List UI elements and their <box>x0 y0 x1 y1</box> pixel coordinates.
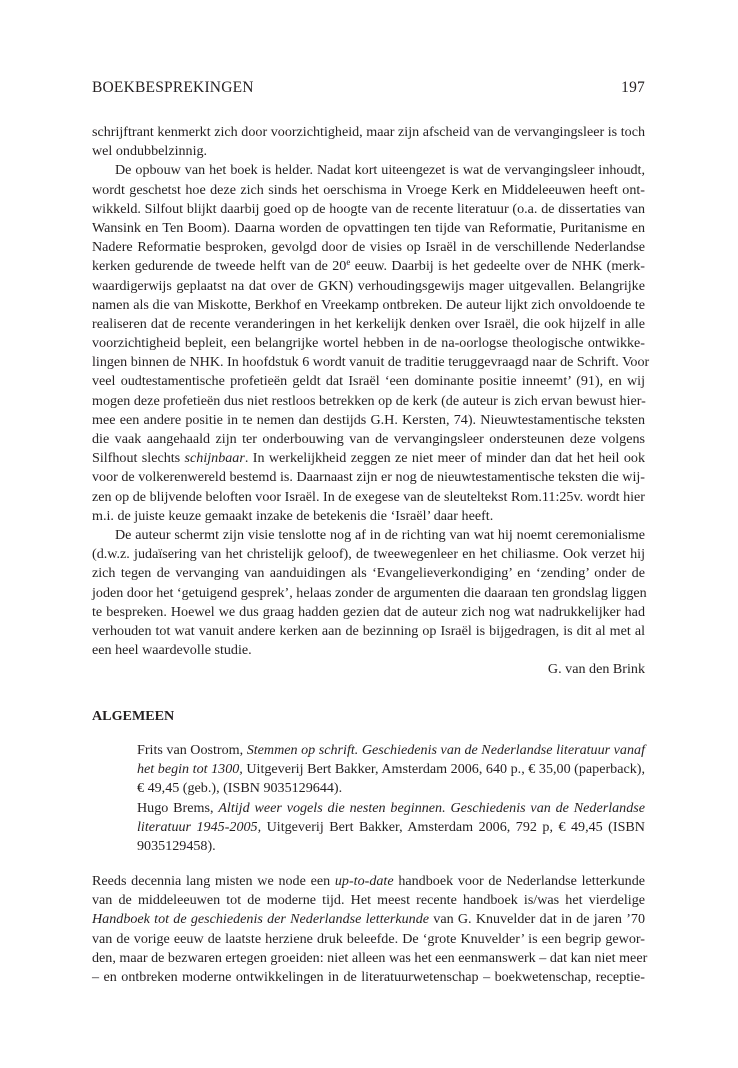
book-title: Stemmen op schrift. Geschiedenis van de Nederlandse literatuur vanaf <box>246 742 645 758</box>
text-line: joden door het ‘getuigend gesprek’, helaas zonder de argumenten die daaraan ten grondslag liggen <box>92 584 647 601</box>
text-line: De opbouw van het boek is helder. Nadat kort uiteengezet is wat de vervangingsleer inhoudt, <box>115 162 645 179</box>
text-line: mogen deze profetieën dus niet restloos betrekken op de kerk (de auteur is zich ervan bewust hier- <box>92 392 646 409</box>
italic-term: schijnbaar <box>184 450 245 467</box>
text-line: m.i. de juiste keuze gemaakt inzake de betekenis die ‘Israël’ daar heeft. <box>92 507 494 524</box>
text-line: den, maar de bezwaren ertegen groeiden: niet alleen was het een eenmanswerk – dat kan niet meer <box>92 949 648 966</box>
page-number: 197 <box>621 79 645 96</box>
text-line: De auteur schermt zijn visie tenslotte nog af in de richting van wat hij noemt ceremonialisme <box>115 526 645 543</box>
text-line: mee een andere positie in te nemen dan destijds G.H. Kersten, 74). Nieuwtestamentische teksten <box>92 411 645 428</box>
text-line: veel oudtestamentische profetieën geldt dat Israël ‘een dominante positie inneemt’ (91), en wij <box>92 373 645 390</box>
text-line: Nadere Reformatie besproken, gevolgd door de visies op Israël in de verschillende Nederlandse <box>92 239 645 256</box>
text-line: van de vorige eeuw de laatste herziene druk beleefde. De ‘grote Knuvelder’ is een begrip gewor- <box>92 930 645 947</box>
author: Hugo Brems, <box>137 799 219 816</box>
text-line: zen op de blijvende beloften voor Israël. In de exegese van de sleuteltekst Rom.11:25v. wordt hier <box>92 488 645 505</box>
book-references <box>137 741 645 856</box>
text-run: . In werkelijkheid zeggen ze niet meer of minder dan dat het heil ook <box>244 450 645 467</box>
text-line <box>92 257 645 276</box>
second-review-text <box>92 872 648 987</box>
section-heading: ALGEMEEN <box>92 708 175 724</box>
text-line <box>92 872 645 891</box>
text-run: Silfhout slechts <box>92 450 185 467</box>
text-run: Reeds decennia lang misten we node een <box>92 873 335 889</box>
text-line: namen als die van Miskotte, Berkhof en Vreekamp ontbreken. De auteur lijkt zich onvoldoende te <box>92 296 645 313</box>
text-run: handboek voor de Nederlandse letterkunde <box>393 873 646 889</box>
text-line: realiseren dat de recente veranderingen in het kerkelijk denken over Israël, die ook hijzelf in alle <box>92 315 645 332</box>
book-title: het begin tot 1300, <box>137 761 243 778</box>
text-line: voorzichtigheid bepleit, een belangrijke wortel hebben in de na-oorlogse theologische ontwikke- <box>92 335 645 352</box>
text-line: verhouden tot wat vanuit andere kerken aan de bezinning op Israël is bijgedragen, is dit al met al <box>92 622 645 639</box>
text-line: zich tegen de vervanging van aanduidingen als ‘Evangelieverkondiging’ en ‘zending’ onder de <box>92 565 645 582</box>
reference-line <box>137 741 645 760</box>
text-line: – en ontbreken moderne ontwikkelingen in de literatuurwetenschap – boekwetenschap, receptie- <box>92 968 645 985</box>
text-line: lingen binnen de NHK. In hoofdstuk 6 wordt vanuit de traditie teruggevraagd naar de Schrift. Voor <box>92 354 650 371</box>
book-title: literatuur 1945-2005, <box>137 818 262 835</box>
italic-term: up-to-date <box>334 873 394 889</box>
publication-info: Uitgeverij Bert Bakker, Amsterdam 2006, 792 p, € 49,45 (ISBN <box>261 818 645 835</box>
text-line: voor de volkerenwereld bestemd is. Daarnaast zijn er nog de nieuwtestamentische teksten die wij- <box>92 469 645 486</box>
reference-line <box>137 799 645 818</box>
text-line <box>92 910 645 929</box>
section-title: BOEKBESPREKINGEN <box>92 79 254 96</box>
book-title: Altijd weer vogels die nesten beginnen. Geschiedenis van de Nederlandse <box>218 799 645 816</box>
text-run: van G. Knuvelder dat in de jaren ’70 <box>429 911 645 928</box>
text-line: een heel waardevolle studie. <box>92 642 252 659</box>
text-line: waardigerwijs geplaatst na dat over de GKN) verhoudingsgewijs mager uitgevallen. Belangrijke <box>92 277 645 294</box>
reviewer-signature: G. van den Brink <box>547 661 645 678</box>
text-line: wikkeld. Silfout blijkt daarbij goed op de hoogte van de recente literatuur (o.a. de dissertaties van <box>92 200 645 217</box>
text-line <box>92 449 645 468</box>
reference-line: 9035129458). <box>137 837 216 854</box>
review-text <box>92 123 650 679</box>
text-line: wel ondubbelzinnig. <box>92 143 208 160</box>
italic-title: Handboek tot de geschiedenis der Nederlandse letterkunde <box>92 911 430 928</box>
text-line: van de middeleeuwen tot de moderne tijd. Het meest recente handboek is/was het vierdelige <box>92 892 645 909</box>
text-line: te bespreken. Hoewel we dus graag hadden gezien dat de auteur zich nog wat nadrukkelijker had <box>92 603 645 620</box>
text-line: (d.w.z. judaïsering van het christelijk geloof), de tweewegenleer en het chiliasme. Ook verzet hij <box>92 546 645 563</box>
reference-line: € 49,45 (geb.), (ISBN 9035129644). <box>137 780 343 797</box>
superscript: e <box>346 257 351 268</box>
running-header <box>92 78 645 97</box>
text-line: schrijftrant kenmerkt zich door voorzichtigheid, maar zijn afscheid van de vervangingsleer is toch <box>92 124 645 140</box>
text-run: eeuw. Daarbij is het gedeelte over de NHK (merk- <box>350 258 645 275</box>
reference-line <box>137 818 645 837</box>
text-line: Wansink en Ten Boom). Daarna worden de opvattingen ten tijde van Reformatie, Puritanisme en <box>92 219 645 236</box>
text-line: die vaak aangehaald zijn ter onderbouwing van de vervangingsleer ondersteunen deze volgens <box>92 431 645 447</box>
publication-info: Uitgeverij Bert Bakker, Amsterdam 2006, 640 p., € 35,00 (paperback), <box>242 761 645 778</box>
reference-line <box>137 760 645 779</box>
text-run: kerken gedurende de tweede helft van de 20 <box>92 258 347 275</box>
text-line: wordt geschetst hoe deze zich sinds het oerschisma in Vroege Kerk en Middeleeuwen heeft ont- <box>92 181 645 198</box>
author: Frits van Oostrom, <box>137 742 247 758</box>
